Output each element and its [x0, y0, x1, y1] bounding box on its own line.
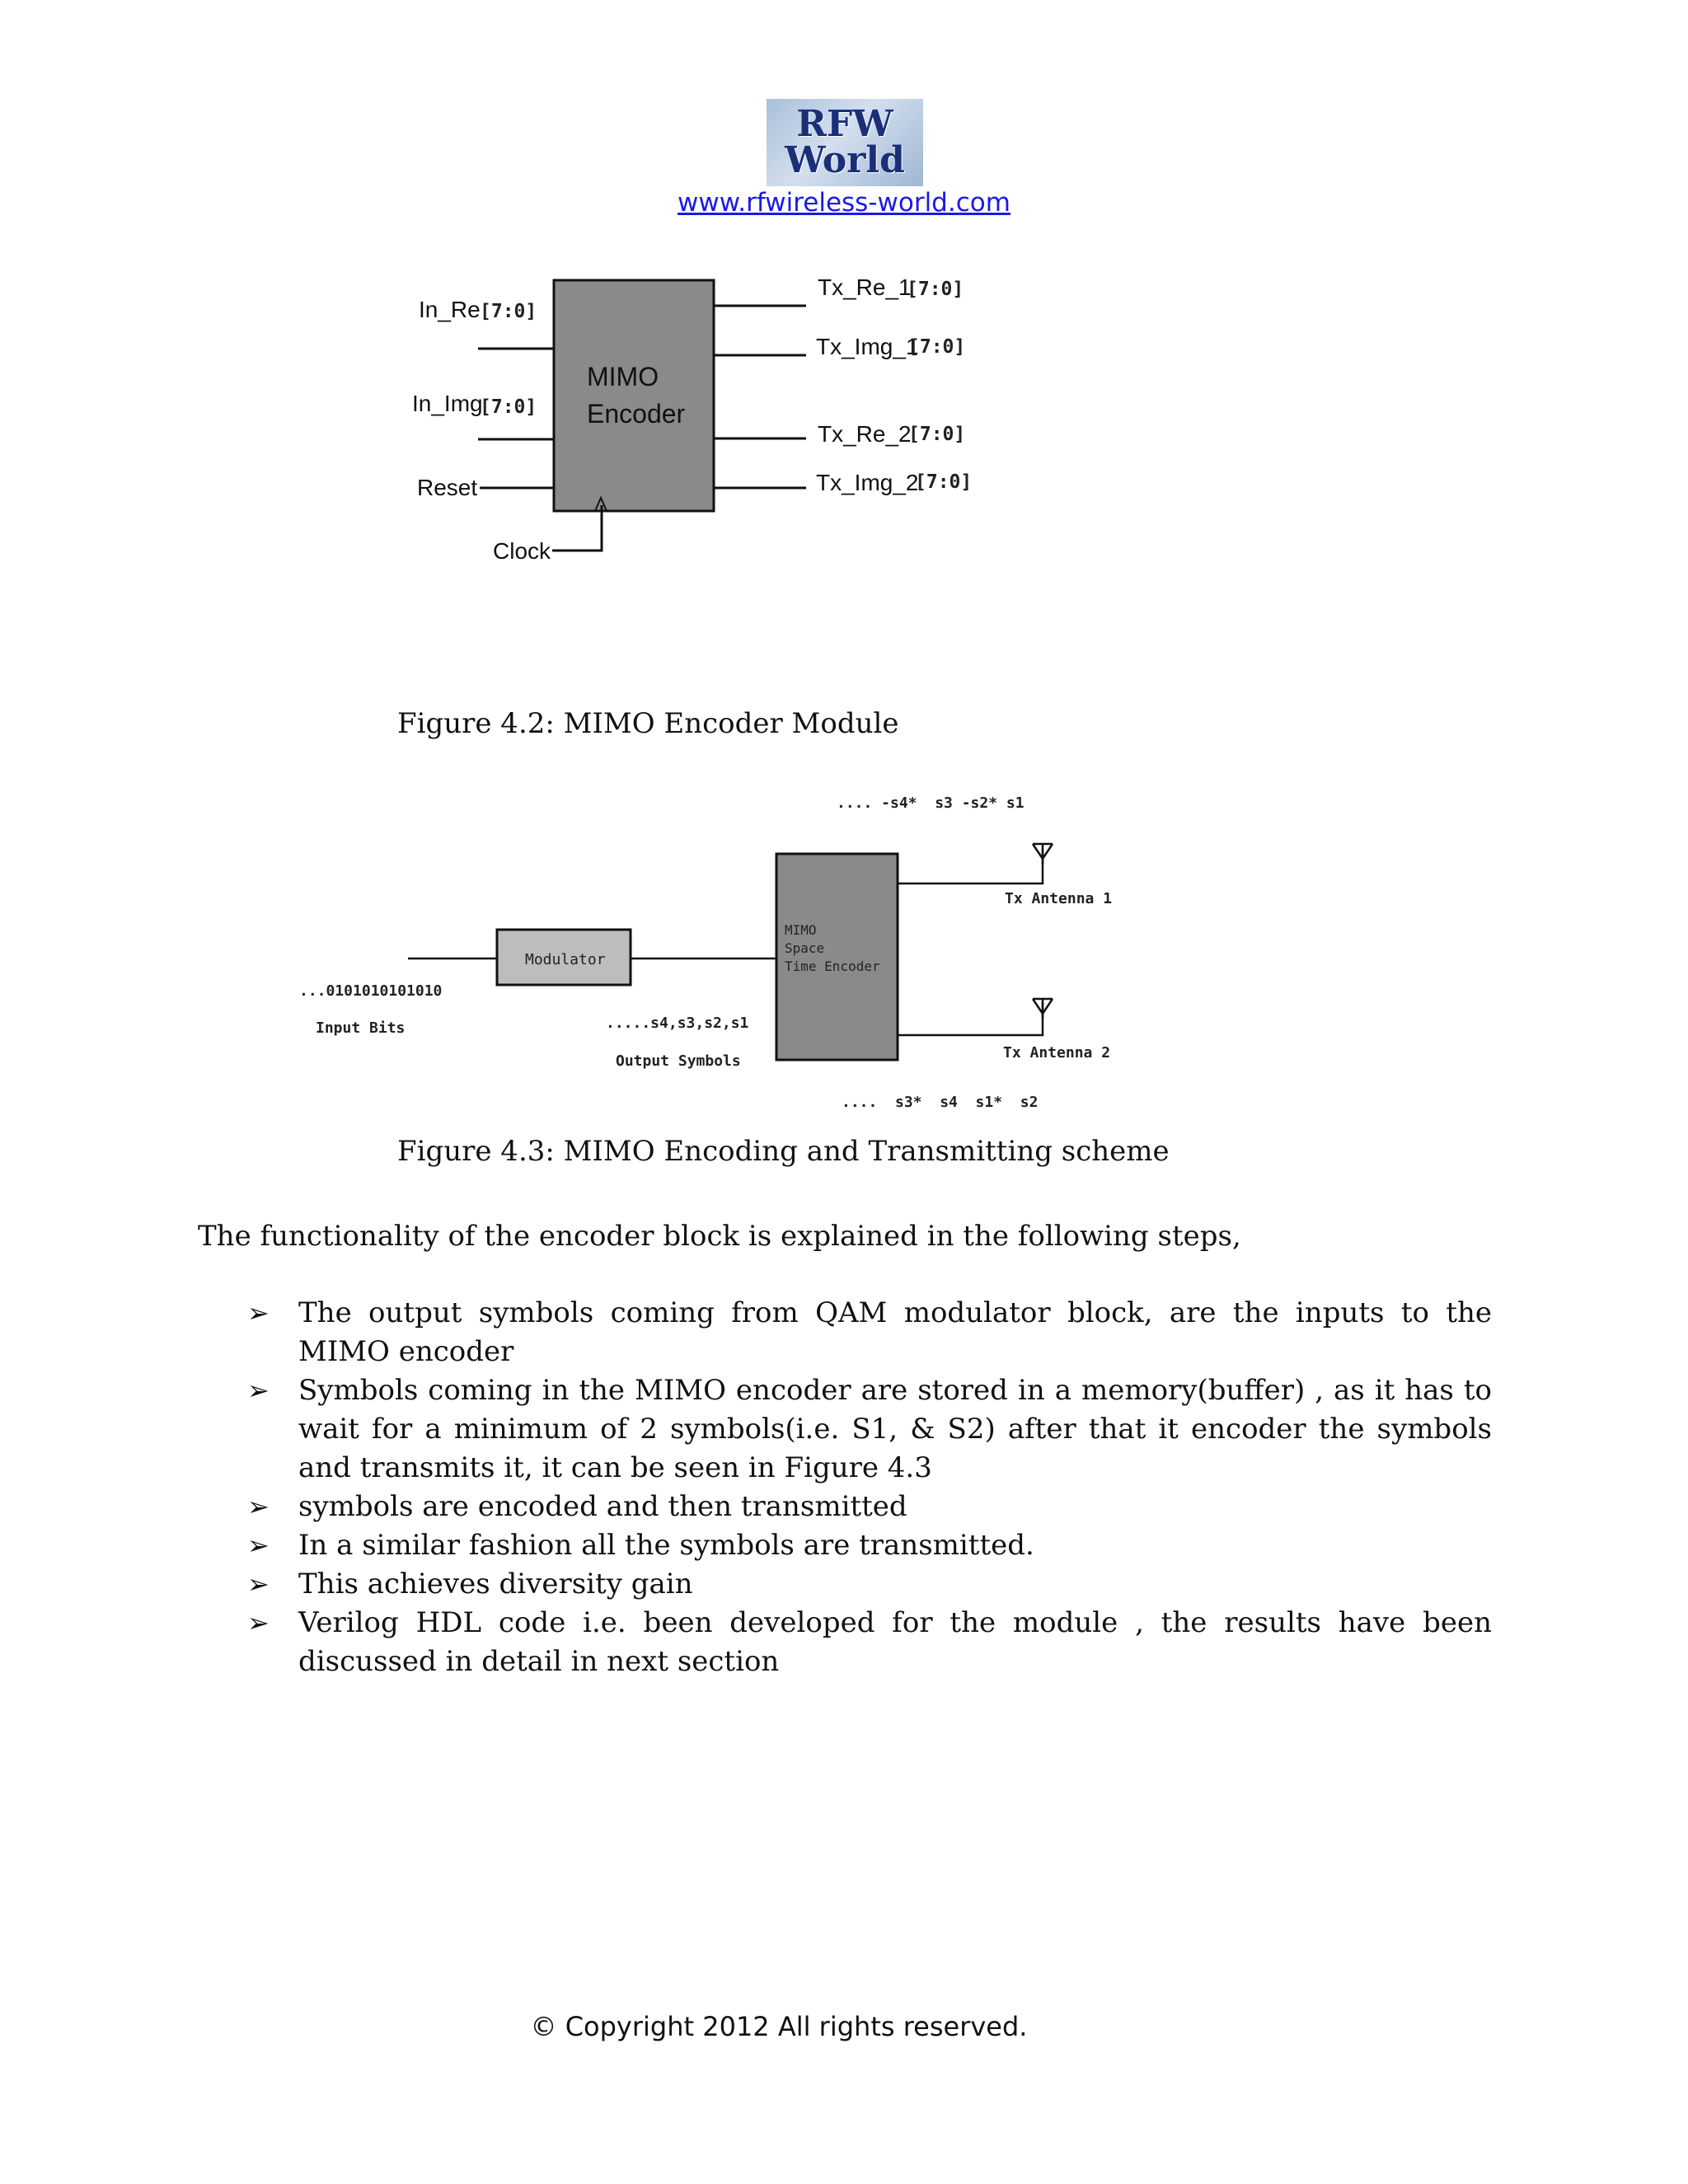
in-re-label: In_Re — [419, 297, 481, 322]
list-item-text: Symbols coming in the MIMO encoder are stored in a memory(buffer) , as it has to wait for a minimum of 2 symbols(i.e. S1, & S2) after that it encoder the symbols and transmits it, it can be seen in Figure 4.3 — [298, 1374, 1492, 1484]
tx-re-1-bits: [7:0] — [907, 279, 964, 300]
tx-re-1-label: Tx_Re_1 — [818, 274, 912, 300]
clock-label: Clock — [493, 538, 551, 564]
list-item — [247, 1565, 1492, 1604]
intro-paragraph: The functionality of the encoder block is explained in the following steps, — [198, 1220, 1241, 1253]
list-item-text: Verilog HDL code i.e. been developed for the module , the results have been discussed in detail in next section — [298, 1606, 1492, 1678]
arrow-bullet-icon: ➢ — [247, 1568, 270, 1600]
list-item-text: This achieves diversity gain — [298, 1568, 693, 1601]
site-url-link[interactable]: www.rfwireless-world.com — [678, 188, 1010, 218]
list-item — [247, 1604, 1492, 1681]
tx-img-1-label: Tx_Img_1 — [816, 334, 919, 359]
encoder-label-line3: Time Encoder — [785, 958, 880, 974]
encoder-label-line1: MIMO — [785, 922, 817, 938]
list-item-text: symbols are encoded and then transmitted — [298, 1490, 907, 1523]
antenna2-feed-line — [898, 1002, 1043, 1035]
encoder-label-line2: Space — [785, 940, 825, 956]
tx-re-2-label: Tx_Re_2 — [818, 421, 912, 447]
antenna1-label: Tx Antenna 1 — [1005, 890, 1113, 907]
copyright-footer: © Copyright 2012 All rights reserved. — [530, 2011, 1028, 2042]
output-symbols-label: Output Symbols — [616, 1052, 741, 1070]
input-bits-label: Input Bits — [316, 1019, 406, 1037]
in-img-bits: [7:0] — [480, 396, 537, 418]
list-item — [247, 1371, 1492, 1488]
list-item-text: In a similar fashion all the symbols are transmitted. — [298, 1529, 1034, 1562]
figure-4-3-caption: Figure 4.3: MIMO Encoding and Transmitting scheme — [397, 1135, 1170, 1168]
space-time-encoder-block — [776, 854, 898, 1060]
arrow-bullet-icon: ➢ — [247, 1530, 270, 1561]
antenna2-symbol-sequence: .... s3* s4 s1* s2 — [842, 1094, 1039, 1111]
arrow-bullet-icon: ➢ — [247, 1297, 270, 1329]
list-item-text: The output symbols coming from QAM modulator block, are the inputs to the MIMO encoder — [298, 1296, 1492, 1368]
input-bits-value: ...0101010101010 — [299, 982, 443, 1000]
output-symbols-value: .....s4,s3,s2,s1 — [606, 1015, 749, 1032]
arrow-bullet-icon: ➢ — [247, 1607, 270, 1638]
in-img-label: In_Img — [412, 391, 483, 416]
block-label-line1: MIMO — [587, 362, 659, 391]
block-label-line2: Encoder — [587, 399, 686, 429]
mimo-transmit-scheme-diagram — [293, 783, 1150, 1121]
list-item — [247, 1526, 1492, 1565]
tx-img-1-bits: [7:0] — [908, 336, 966, 358]
list-item — [247, 1294, 1492, 1371]
tx-img-2-label: Tx_Img_2 — [816, 470, 919, 495]
modulator-label: Modulator — [525, 951, 606, 968]
tx-re-2-bits: [7:0] — [908, 424, 966, 445]
steps-list — [247, 1294, 1492, 1681]
logo-line2: World — [785, 139, 905, 181]
antenna1-feed-line — [898, 849, 1043, 883]
antenna1-icon — [1033, 844, 1053, 864]
arrow-bullet-icon: ➢ — [247, 1491, 270, 1522]
mimo-encoder-diagram — [387, 255, 1014, 585]
rfw-world-logo — [767, 99, 923, 186]
figure-4-2-caption: Figure 4.2: MIMO Encoder Module — [397, 707, 899, 740]
in-re-bits: [7:0] — [480, 301, 537, 322]
antenna1-symbol-sequence: .... -s4* s3 -s2* s1 — [837, 794, 1025, 812]
mimo-encoder-block — [554, 280, 714, 511]
antenna2-label: Tx Antenna 2 — [1003, 1044, 1111, 1062]
tx-img-2-bits: [7:0] — [915, 471, 973, 493]
reset-label: Reset — [417, 475, 478, 500]
list-item — [247, 1488, 1492, 1526]
logo-line1: RFW — [796, 103, 893, 145]
antenna2-icon — [1033, 999, 1053, 1019]
arrow-bullet-icon: ➢ — [247, 1375, 270, 1406]
